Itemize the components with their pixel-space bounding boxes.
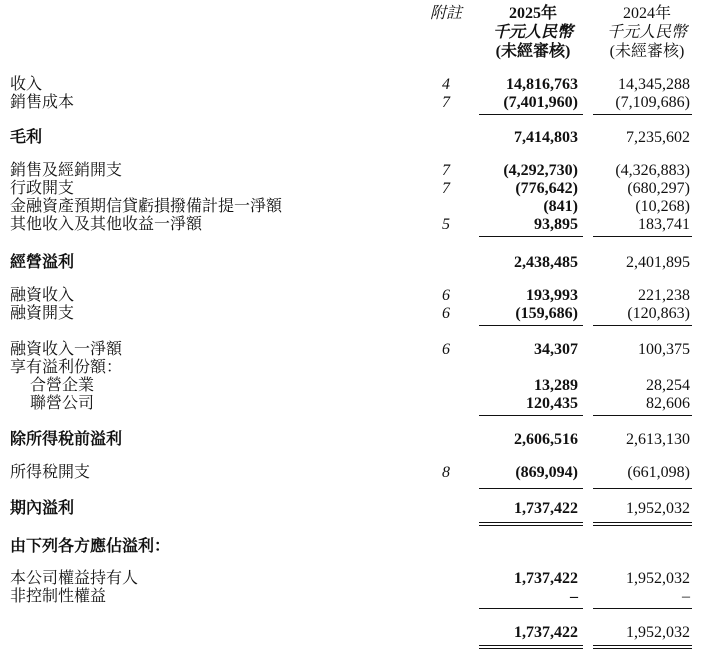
subtotal-rule-2024 (593, 236, 692, 237)
row-note: 5 (442, 216, 450, 233)
value-2024: 221,238 (638, 287, 690, 304)
row-label: 除所得稅前溢利 (10, 431, 123, 448)
row-cost-of-sales (0, 94, 710, 112)
row-label: 享有溢利份額： (10, 359, 123, 376)
value-2025: 7,414,803 (514, 129, 578, 146)
value-2025: 2,438,485 (514, 254, 578, 271)
row-label: 期內溢利 (10, 500, 75, 517)
row-label: 融資收入 (10, 287, 75, 304)
row-label: 合營企業 (30, 377, 95, 394)
double-rule-2025 (479, 525, 583, 526)
row-note: 7 (442, 180, 450, 197)
row-other-income (0, 216, 710, 234)
value-2024: (680,297) (627, 180, 690, 197)
double-rule-2024 (593, 525, 692, 526)
double-rule-2025 (479, 645, 583, 646)
column-2024-year: 2024年 (622, 5, 671, 22)
row-income-tax (0, 464, 710, 482)
double-rule-2025 (479, 522, 583, 523)
value-2024: 1,952,032 (626, 624, 690, 641)
value-2025: (776,642) (515, 180, 578, 197)
value-2025: (159,686) (515, 305, 578, 322)
value-2024: (661,098) (627, 464, 690, 481)
value-2024: – (682, 588, 690, 605)
value-2024: (120,863) (627, 305, 690, 322)
column-2024-currency: 千元人民幣 (606, 24, 687, 41)
column-2025-year: 2025年 (508, 5, 557, 22)
subtotal-rule-2024 (593, 114, 692, 115)
double-rule-2025 (479, 648, 583, 649)
value-2025: 1,737,422 (514, 500, 578, 517)
column-2024-audit-status: (未經審核) (609, 43, 685, 60)
column-header-2024 (594, 4, 700, 61)
value-2025: 120,435 (526, 395, 578, 412)
row-label: 所得稅開支 (10, 464, 91, 481)
value-2025: 1,737,422 (514, 624, 578, 641)
value-2024: 82,606 (646, 395, 690, 412)
row-non-controlling-interests (0, 588, 710, 606)
value-2025: 193,993 (526, 287, 578, 304)
row-admin-expenses (0, 180, 710, 198)
row-label: 由下列各方應佔溢利： (10, 538, 171, 555)
subtotal-rule-2025 (479, 325, 583, 326)
value-2025: 34,307 (534, 341, 578, 358)
row-label: 銷售成本 (10, 94, 75, 111)
row-profit-before-tax (0, 431, 710, 449)
subtotal-rule-2024 (593, 325, 692, 326)
row-gross-profit (0, 129, 710, 147)
value-2024: (7,109,686) (615, 94, 690, 111)
value-2025: 93,895 (534, 216, 578, 233)
row-note: 6 (442, 341, 450, 358)
subtotal-rule-2024 (593, 415, 692, 416)
double-rule-2024 (593, 522, 692, 523)
subtotal-rule-2025 (479, 415, 583, 416)
value-2024: 183,741 (638, 216, 690, 233)
row-joint-ventures (0, 377, 710, 395)
row-operating-profit (0, 254, 710, 272)
row-label: 本公司權益持有人 (10, 570, 139, 587)
row-finance-income (0, 287, 710, 305)
row-label: 聯營公司 (30, 395, 95, 412)
column-header-2025 (478, 4, 588, 61)
row-label: 金融資產預期信貸虧損撥備計提一淨額 (10, 198, 283, 215)
row-label: 毛利 (10, 129, 43, 146)
row-note: 7 (442, 94, 450, 111)
row-total-attributable (0, 624, 710, 642)
value-2025: (841) (543, 198, 578, 215)
value-2025: (869,094) (515, 464, 578, 481)
row-label: 融資收入一淨額 (10, 341, 123, 358)
row-label: 行政開支 (10, 180, 75, 197)
double-rule-2024 (593, 645, 692, 646)
value-2024: (10,268) (635, 198, 690, 215)
value-2024: 1,952,032 (626, 500, 690, 517)
row-selling-expenses (0, 162, 710, 180)
row-profit-for-period (0, 500, 710, 518)
value-2024: 2,401,895 (626, 254, 690, 271)
row-attributable-heading (0, 538, 710, 556)
row-note: 7 (442, 162, 450, 179)
row-label: 非控制性權益 (10, 588, 107, 605)
double-rule-2024 (593, 648, 692, 649)
value-2025: (4,292,730) (503, 162, 578, 179)
row-label: 銷售及經銷開支 (10, 162, 123, 179)
row-net-finance-income (0, 341, 710, 359)
row-note: 8 (442, 464, 450, 481)
row-credit-loss-provision (0, 198, 710, 216)
row-label: 經營溢利 (10, 254, 75, 271)
value-2024: (4,326,883) (615, 162, 690, 179)
subtotal-rule-2025 (479, 114, 583, 115)
row-label: 融資開支 (10, 305, 75, 322)
subtotal-rule-2024 (593, 488, 692, 489)
value-2025: 2,606,516 (514, 431, 578, 448)
row-note: 4 (442, 76, 450, 93)
value-2024: 14,345,288 (618, 76, 690, 93)
value-2024: 100,375 (638, 341, 690, 358)
row-revenue (0, 76, 710, 94)
note-column-header: 附註 (429, 5, 462, 22)
subtotal-rule-2025 (479, 236, 583, 237)
value-2024: 2,613,130 (626, 431, 690, 448)
row-share-of-profit-heading (0, 359, 710, 377)
value-2024: 7,235,602 (626, 129, 690, 146)
row-label: 收入 (10, 76, 43, 93)
row-note: 6 (442, 287, 450, 304)
value-2025: 14,816,763 (506, 76, 578, 93)
value-2025: – (570, 588, 578, 605)
row-equity-holders (0, 570, 710, 588)
column-2025-currency: 千元人民幣 (492, 24, 573, 41)
value-2024: 1,952,032 (626, 570, 690, 587)
subtotal-rule-2024 (593, 608, 692, 609)
row-finance-costs (0, 305, 710, 323)
subtotal-rule-2025 (479, 488, 583, 489)
row-associates (0, 395, 710, 413)
value-2024: 28,254 (646, 377, 690, 394)
value-2025: (7,401,960) (503, 94, 578, 111)
subtotal-rule-2025 (479, 608, 583, 609)
value-2025: 1,737,422 (514, 570, 578, 587)
row-label: 其他收入及其他收益一淨額 (10, 216, 203, 233)
row-note: 6 (442, 305, 450, 322)
value-2025: 13,289 (534, 377, 578, 394)
column-2025-audit-status: (未經審核) (495, 43, 571, 60)
